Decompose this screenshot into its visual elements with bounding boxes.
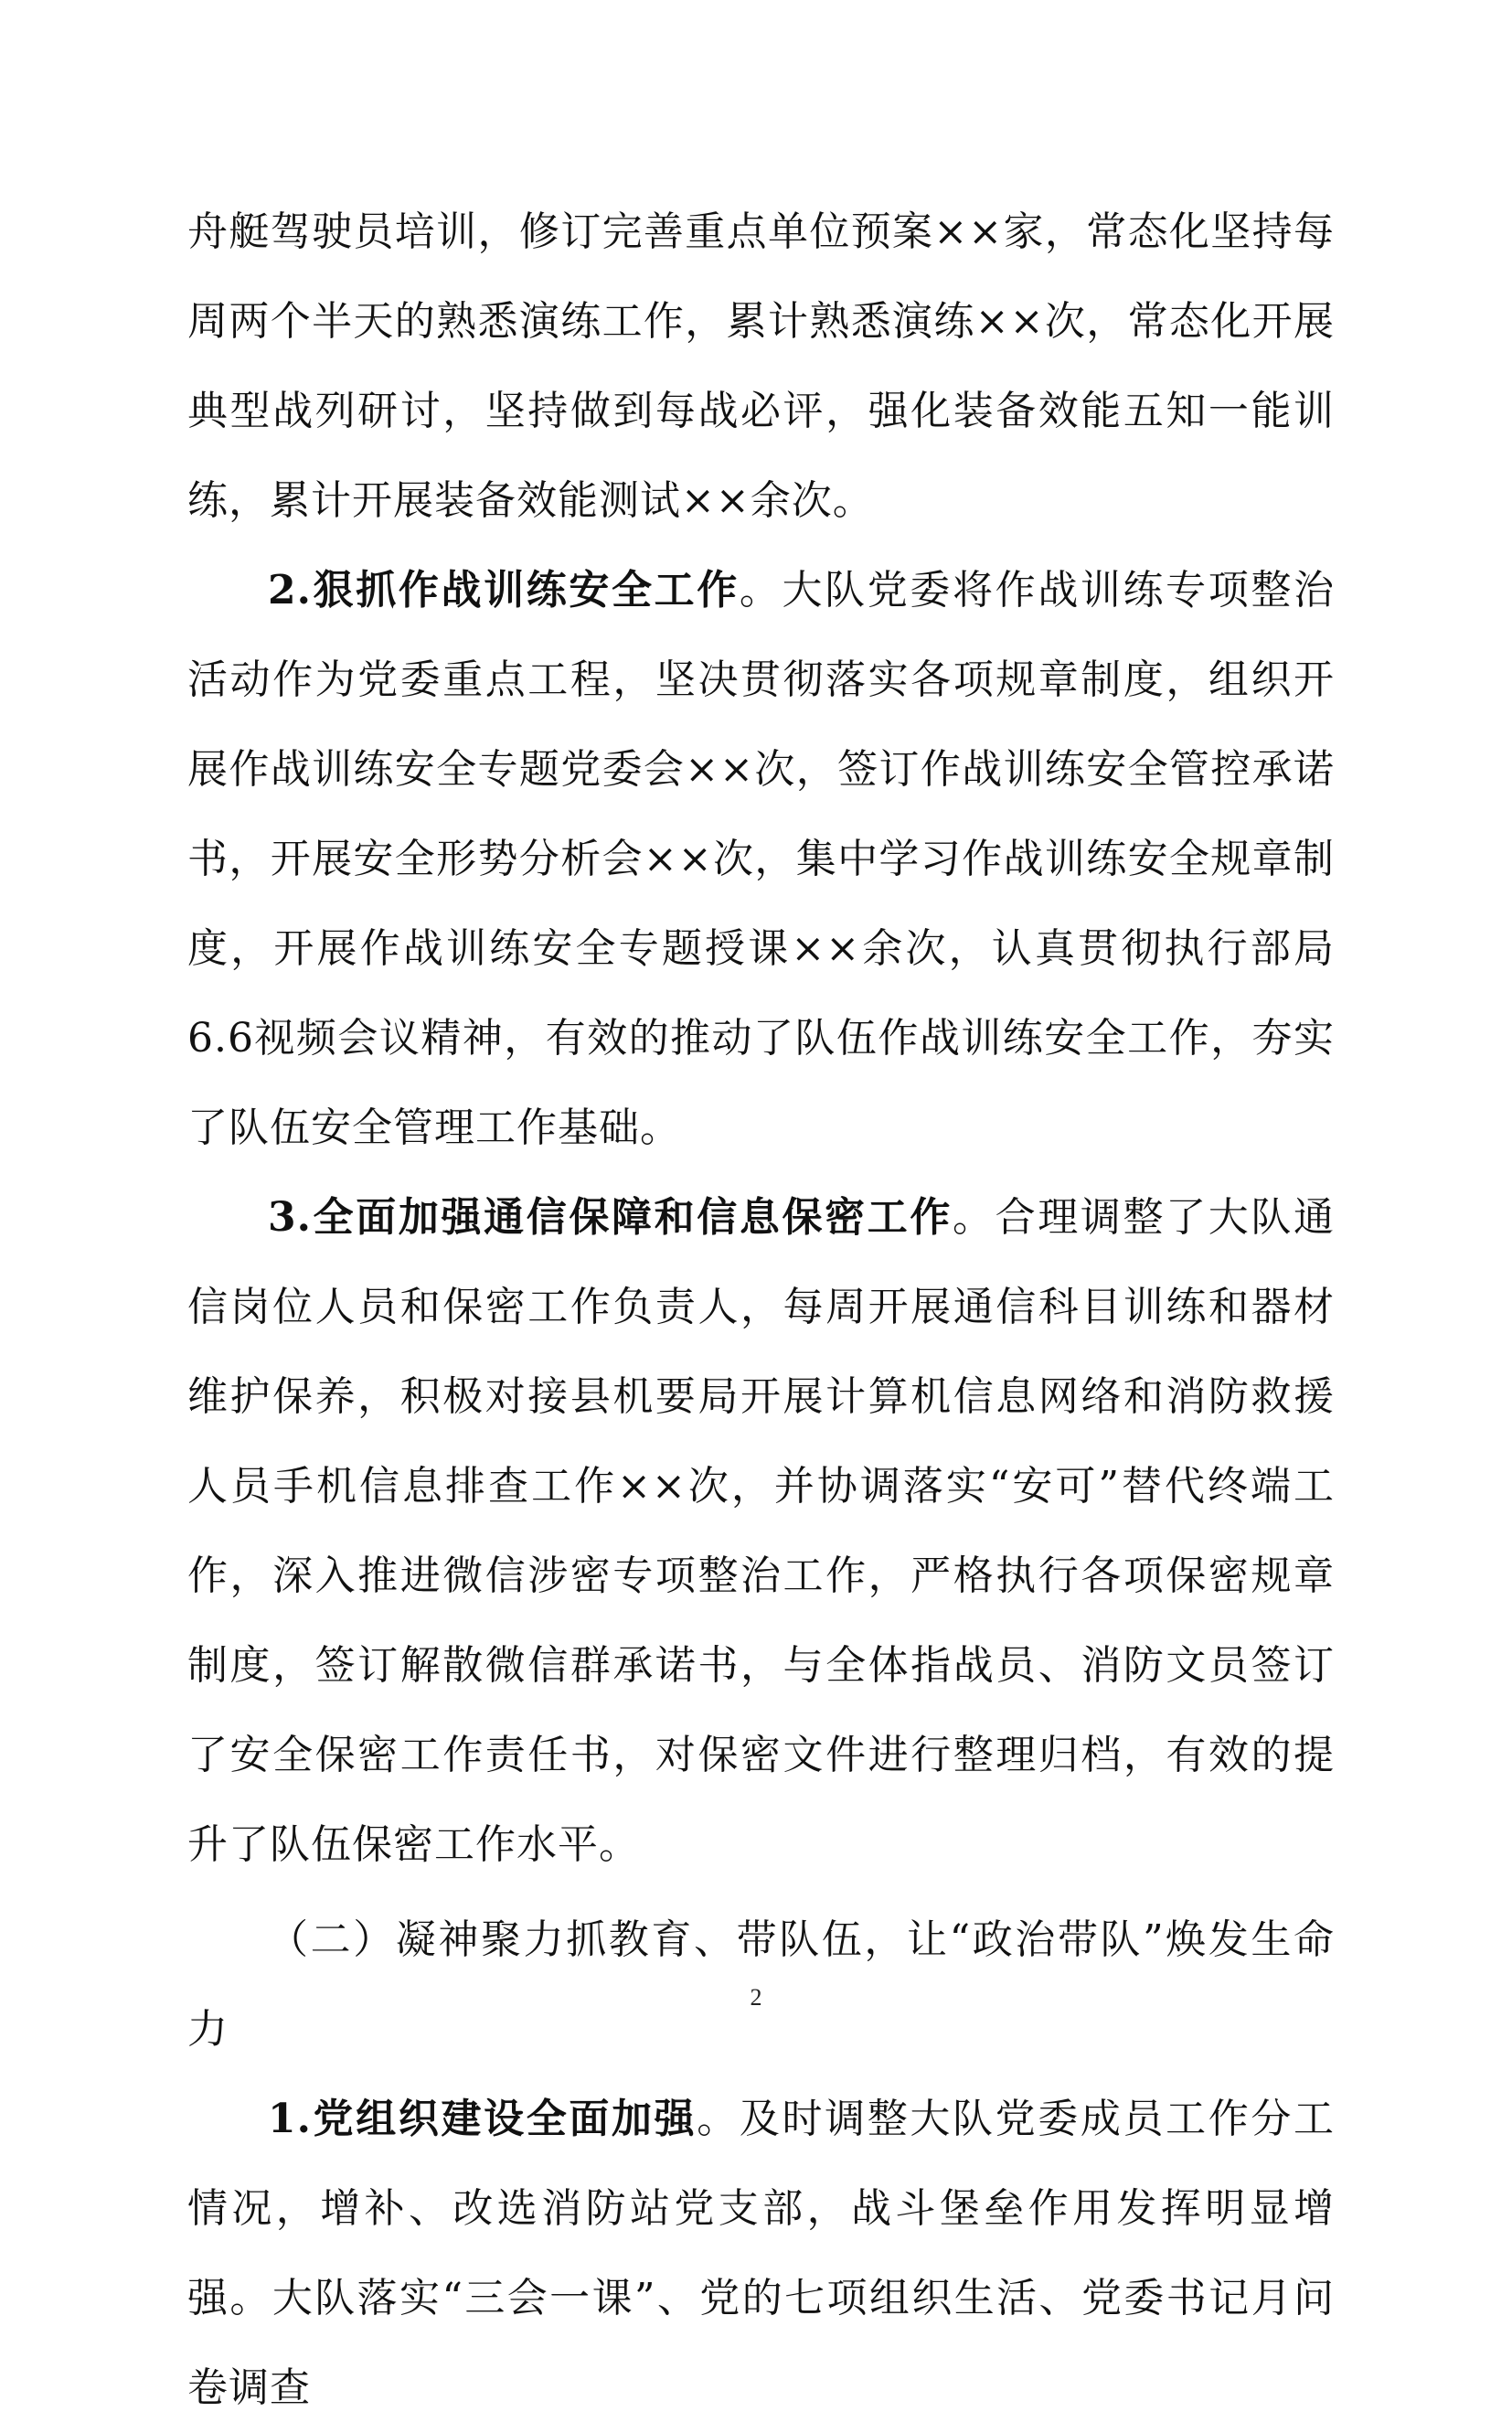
paragraph-lead-heading: 3.全面加强通信保障和信息保密工作 (268, 1194, 953, 1241)
paragraph-lead-heading: 1.党组织建设全面加强 (268, 2096, 697, 2142)
paragraph-text: 舟艇驾驶员培训，修订完善重点单位预案××家，常态化坚持每周两个半天的熟悉演练工作，累计熟悉演练××次，常态化开展典型战列研讨，坚持做到每战必评，强化装备效能五知一能训练，累计开展装备效能测试××余次。 (187, 208, 1335, 524)
paragraph-text: 。及时调整大队党委成员工作分工情况，增补、改选消防站党支部，战斗堡垒作用发挥明显增强。大队落实“三会一课”、党的七项组织生活、党委书记月问卷调查 (187, 2096, 1336, 2411)
section-heading: （二）凝神聚力抓教育、带队伍，让“政治带队”焕发生命力 (187, 1916, 1335, 2053)
paragraph-communication-security (187, 1173, 1335, 1890)
paragraph-party-organization (187, 2075, 1335, 2433)
page-number: 2 (750, 1984, 762, 2011)
paragraph-continued (187, 187, 1335, 546)
document-page (187, 187, 1335, 2433)
paragraph-lead-heading: 2.狠抓作战训练安全工作 (268, 567, 740, 614)
paragraph-text: 。合理调整了大队通信岗位人员和保密工作负责人，每周开展通信科目训练和器材维护保养，积极对接县机要局开展计算机信息网络和消防救援人员手机信息排查工作××次，并协调落实“安可”替代终端工作，深入推进微信涉密专项整治工作，严格执行各项保密规章制度，签订解散微信群承诺书，与全体指战员、消防文员签订了安全保密工作责任书，对保密文件进行整理归档，有效的提升了队伍保密工作水平。 (187, 1194, 1336, 1868)
paragraph-text: 。大队党委将作战训练专项整治活动作为党委重点工程，坚决贯彻落实各项规章制度，组织开展作战训练安全专题党委会××次，签订作战训练安全管控承诺书，开展安全形势分析会××次，集中学习作战训练安全规章制度，开展作战训练安全专题授课××余次，认真贯彻执行部局6.6视频会议精神，有效的推动了队伍作战训练安全工作，夯实了队伍安全管理工作基础。 (187, 567, 1336, 1151)
paragraph-combat-training-safety (187, 546, 1335, 1173)
